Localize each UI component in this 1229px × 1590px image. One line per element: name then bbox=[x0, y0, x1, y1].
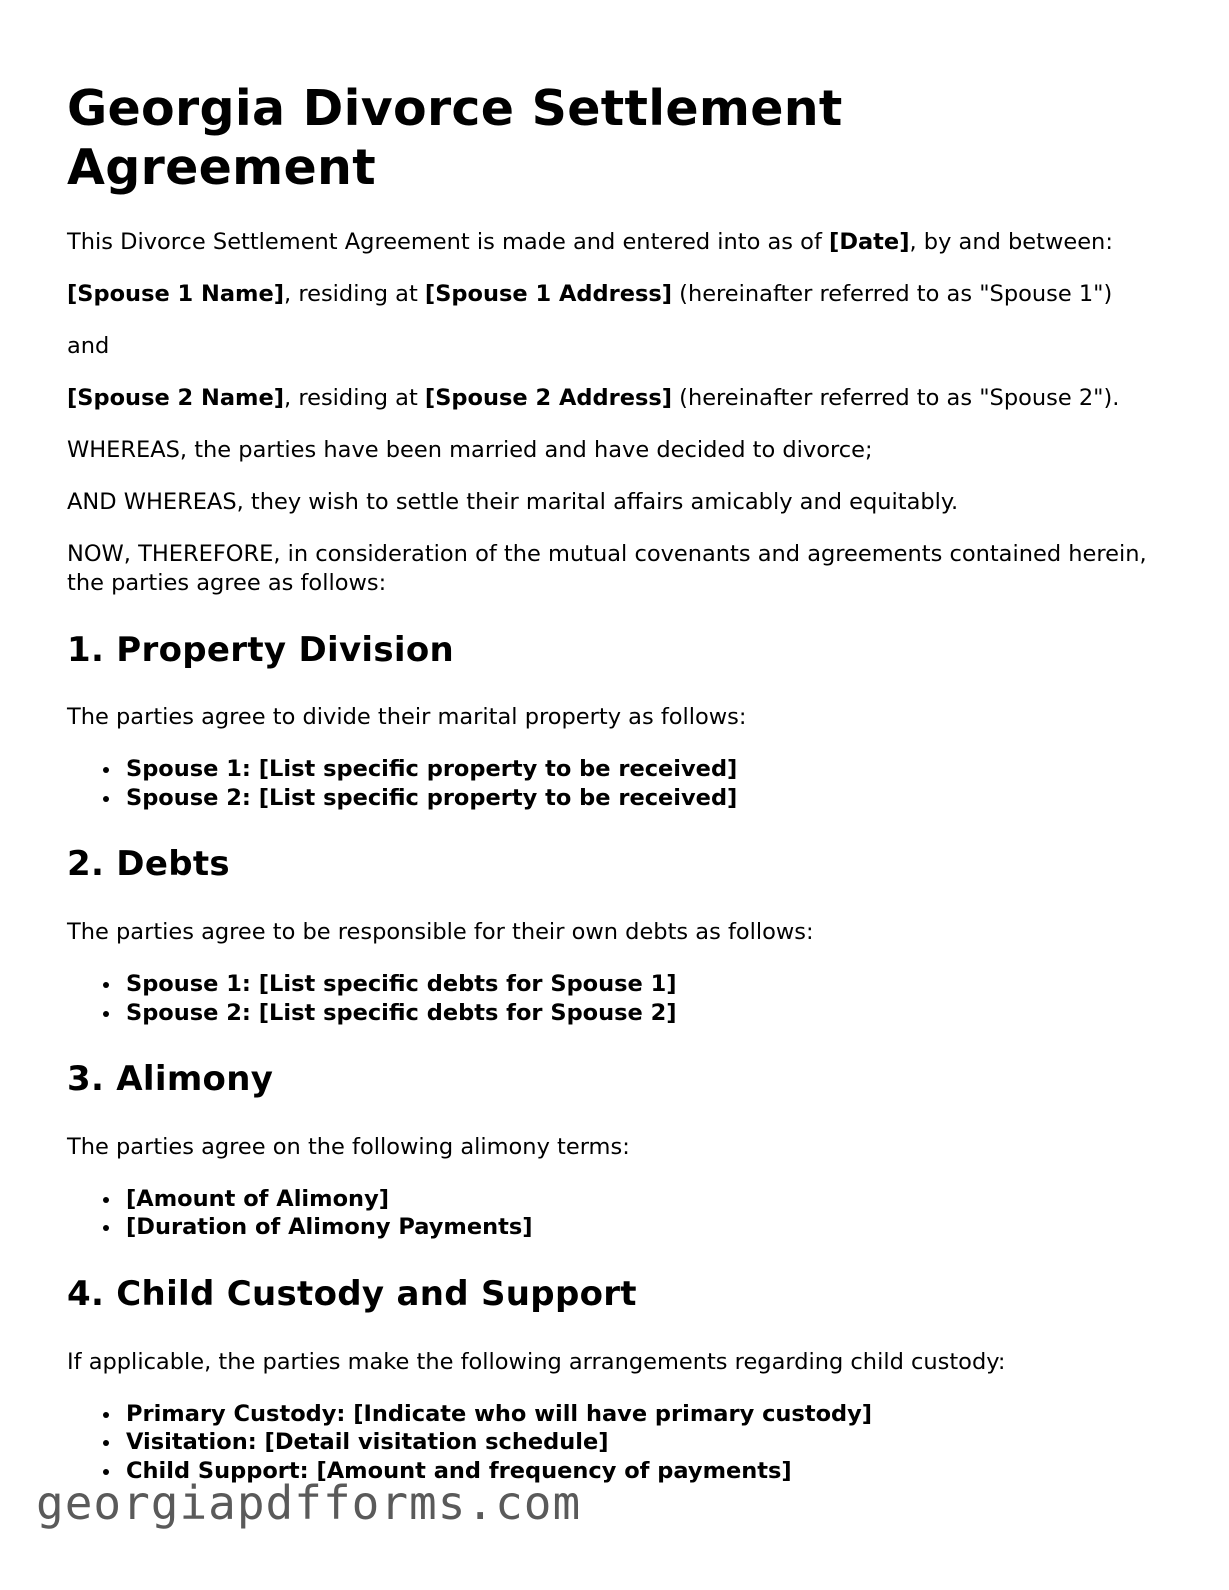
spouse1-address-placeholder: [Spouse 1 Address] bbox=[424, 280, 673, 307]
whereas-paragraph-1: WHEREAS, the parties have been married and have decided to divorce; bbox=[67, 436, 873, 463]
document-title: Georgia Divorce Settlement Agreement bbox=[67, 80, 843, 196]
section-text-property: The parties agree to divide their marital property as follows: bbox=[67, 704, 747, 731]
custody-list bbox=[67, 1400, 1157, 1486]
section-heading-custody: 4. Child Custody and Support bbox=[67, 1273, 637, 1314]
list-item: Spouse 2: [List specific property to be received] bbox=[126, 784, 1157, 813]
list-item: Spouse 1: [List specific property to be received] bbox=[126, 755, 1157, 784]
site-watermark: georgiapdfforms.com bbox=[36, 1476, 582, 1530]
list-item: [Duration of Alimony Payments] bbox=[126, 1213, 1157, 1242]
section-heading-property: 1. Property Division bbox=[67, 629, 455, 670]
list-item: Primary Custody: [Indicate who will have primary custody] bbox=[126, 1400, 1157, 1429]
section-text-custody: If applicable, the parties make the following arrangements regarding child custody: bbox=[67, 1348, 1006, 1375]
section-heading-alimony: 3. Alimony bbox=[67, 1059, 274, 1100]
section-text-debts: The parties agree to be responsible for their own debts as follows: bbox=[67, 919, 814, 946]
debts-list bbox=[67, 970, 1157, 1027]
list-item: Visitation: [Detail visitation schedule] bbox=[126, 1428, 1157, 1457]
intro-paragraph bbox=[67, 228, 1157, 257]
spouse2-name-placeholder: [Spouse 2 Name] bbox=[67, 384, 285, 411]
intro-text: This Divorce Settlement Agreement is made and entered into as of bbox=[67, 228, 830, 255]
whereas-paragraph-2: AND WHEREAS, they wish to settle their marital affairs amicably and equitably. bbox=[67, 488, 959, 515]
spouse2-address-placeholder: [Spouse 2 Address] bbox=[424, 384, 673, 411]
spouse2-referred-text: (hereinafter referred to as "Spouse 2"). bbox=[672, 384, 1120, 411]
intro-text-end: , by and between: bbox=[909, 228, 1113, 255]
spouse1-referred-text: (hereinafter referred to as "Spouse 1") bbox=[672, 280, 1113, 307]
spouse2-paragraph bbox=[67, 384, 1157, 413]
list-item: Child Support: [Amount and frequency of payments] bbox=[126, 1457, 1157, 1486]
spouse1-paragraph bbox=[67, 280, 1157, 309]
date-placeholder: [Date] bbox=[829, 228, 910, 255]
alimony-list bbox=[67, 1185, 1157, 1242]
document-page bbox=[67, 80, 1157, 1515]
section-text-alimony: The parties agree on the following alimony terms: bbox=[67, 1133, 630, 1160]
property-list bbox=[67, 755, 1157, 812]
list-item: Spouse 2: [List specific debts for Spouse 2] bbox=[126, 999, 1157, 1028]
spouse1-name-placeholder: [Spouse 1 Name] bbox=[67, 280, 285, 307]
list-item: [Amount of Alimony] bbox=[126, 1185, 1157, 1214]
spouse2-residing-text: , residing at bbox=[284, 384, 425, 411]
spouse1-residing-text: , residing at bbox=[284, 280, 425, 307]
list-item: Spouse 1: [List specific debts for Spouse 1] bbox=[126, 970, 1157, 999]
and-paragraph: and bbox=[67, 332, 110, 359]
section-heading-debts: 2. Debts bbox=[67, 844, 230, 885]
now-therefore-paragraph: NOW, THEREFORE, in consideration of the mutual covenants and agreements contained herein, the parties agree as follows: bbox=[67, 540, 1147, 596]
